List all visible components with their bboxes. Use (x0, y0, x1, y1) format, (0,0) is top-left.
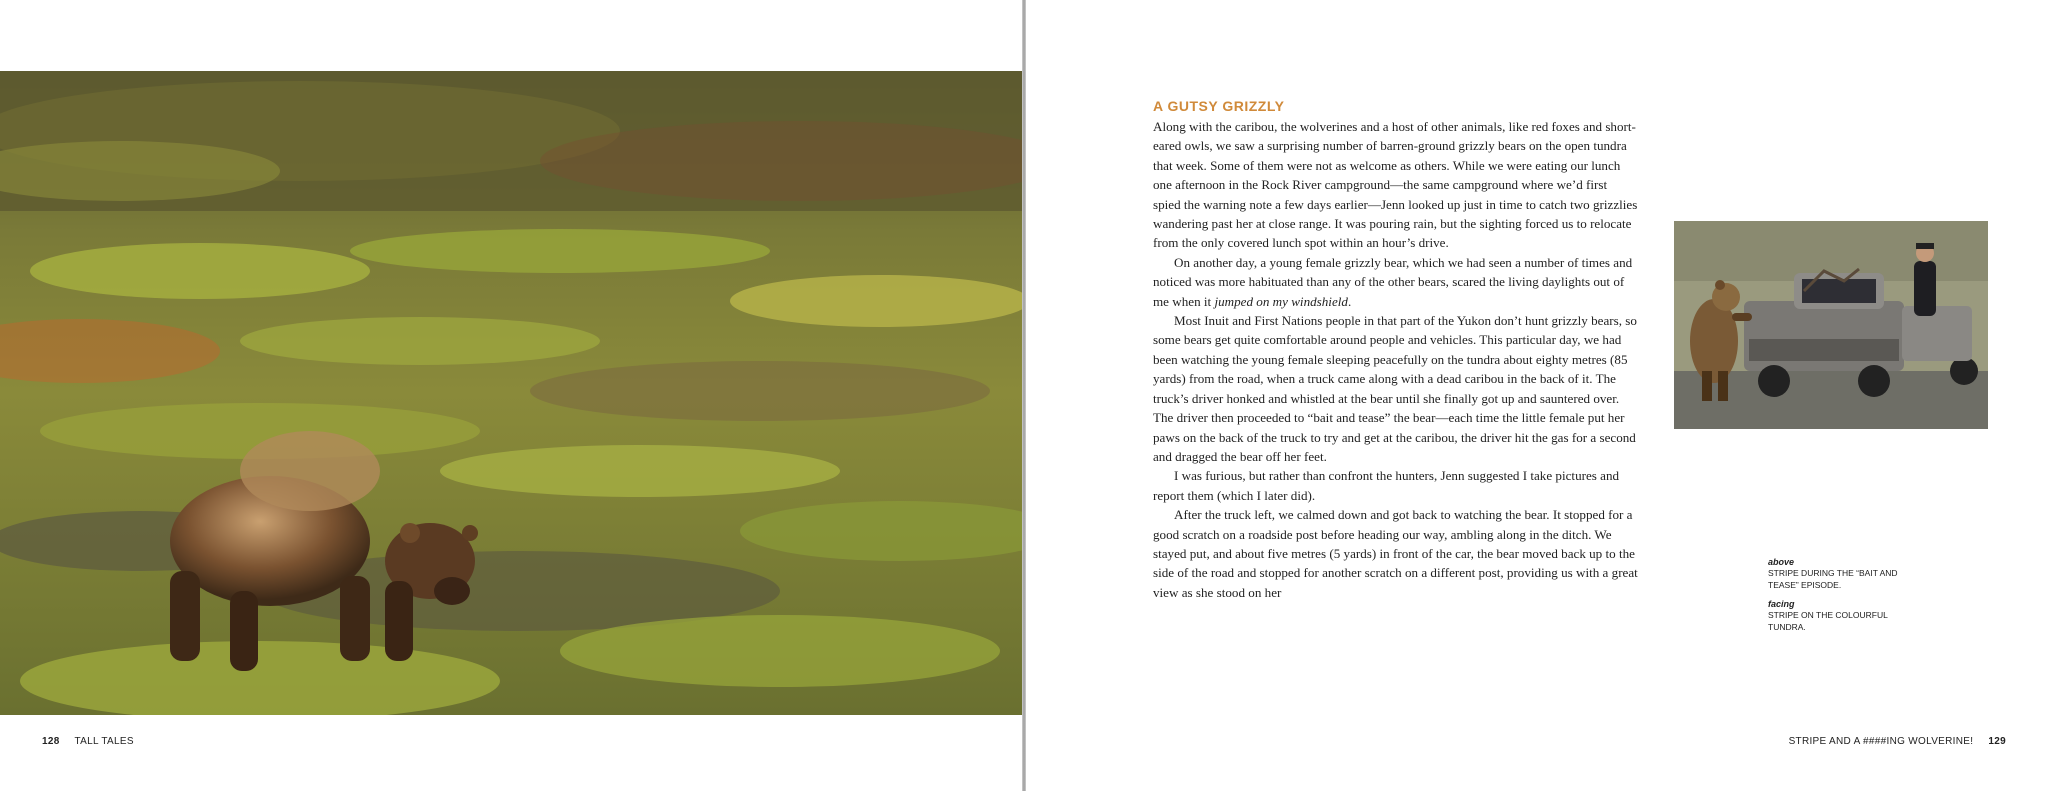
page-number: 128 (42, 736, 60, 747)
article-column (1153, 98, 1638, 602)
paragraph-1: Along with the caribou, the wolverines and a host of other animals, like red foxes and short-eared owls, we saw a surprising number of barren-ground grizzly bears on the open tundra that week. Some of them were not as welcome as others. While we were eating our lunch one afternoon in the Rock River campground—the same campground where we’d first spied the warning note a few days earlier—Jenn looked up just in time to catch two grizzlies wandering past her at close range. It was pouring rain, but the sighting forced us to relocate from the only covered lunch spot within an hour’s drive. (1153, 119, 1638, 251)
grizzly-tundra-illustration (0, 71, 1022, 715)
paragraph-3: Most Inuit and First Nations people in that part of the Yukon don’t hunt grizzly bears, so some bears get quite comfortable around people and vehicles. This particular day, we had been watching the young female sleeping peacefully on the tundra about eighty metres (85 yards) from the road, when a truck came along with a dead caribou in the back of it. The truck’s driver honked and whistled at the bear until she finally got up and sauntered over. The driver then proceeded to “bait and tease” the bear—each time the little female put her paws on the back of the truck to try and get at the caribou, the driver hit the gas for a second and dragged the bear off her feet. (1153, 313, 1637, 464)
bear-truck-photo (1674, 221, 1988, 429)
paragraph-5: After the truck left, we calmed down and got back to watching the bear. It stopped for a good scratch on a roadside post before heading our way, ambling along in the ditch. We stayed put, and about five metres (5 yards) in front of the car, the bear moved back up to the side of the road and stopped for another scratch on a different post, providing us with a great view as she stood on her (1153, 507, 1638, 600)
caption-text-facing: STRIPE ON THE COLOURFUL TUNDRA. (1768, 610, 1888, 632)
person-figure (1914, 243, 1936, 316)
left-page (0, 0, 1022, 791)
grizzly-tundra-photo (0, 71, 1022, 715)
caption-label-above: above (1768, 557, 1795, 567)
paragraph-2-text: On another day, a young female grizzly bear, which we had seen a number of times and noticed was more habituated than any of the other bears, scared the living daylights out of me when it (1153, 254, 1633, 309)
left-folio (42, 736, 134, 747)
article-heading: A GUTSY GRIZZLY (1153, 98, 1285, 114)
section-title: TALL TALES (74, 736, 134, 747)
right-page (1026, 0, 2048, 791)
paragraph-4: I was furious, but rather than confront the hunters, Jenn suggested I take pictures and report them (which I later did). (1153, 468, 1620, 503)
photo-captions (1768, 557, 1908, 641)
page-number: 129 (1988, 736, 2006, 747)
paragraph-2 (1153, 253, 1638, 311)
bear-truck-illustration (1674, 221, 1988, 429)
caption-text-above: STRIPE DURING THE “BAIT AND TEASE” EPISODE. (1768, 568, 1898, 590)
right-folio (1789, 736, 2006, 747)
paragraph-2-emphasis: jumped on my windshield (1214, 293, 1348, 309)
section-title: STRIPE AND A ####ING WOLVERINE! (1788, 736, 1974, 747)
caption-label-facing: facing (1768, 599, 1795, 609)
paragraph-2-end: . (1347, 293, 1352, 309)
